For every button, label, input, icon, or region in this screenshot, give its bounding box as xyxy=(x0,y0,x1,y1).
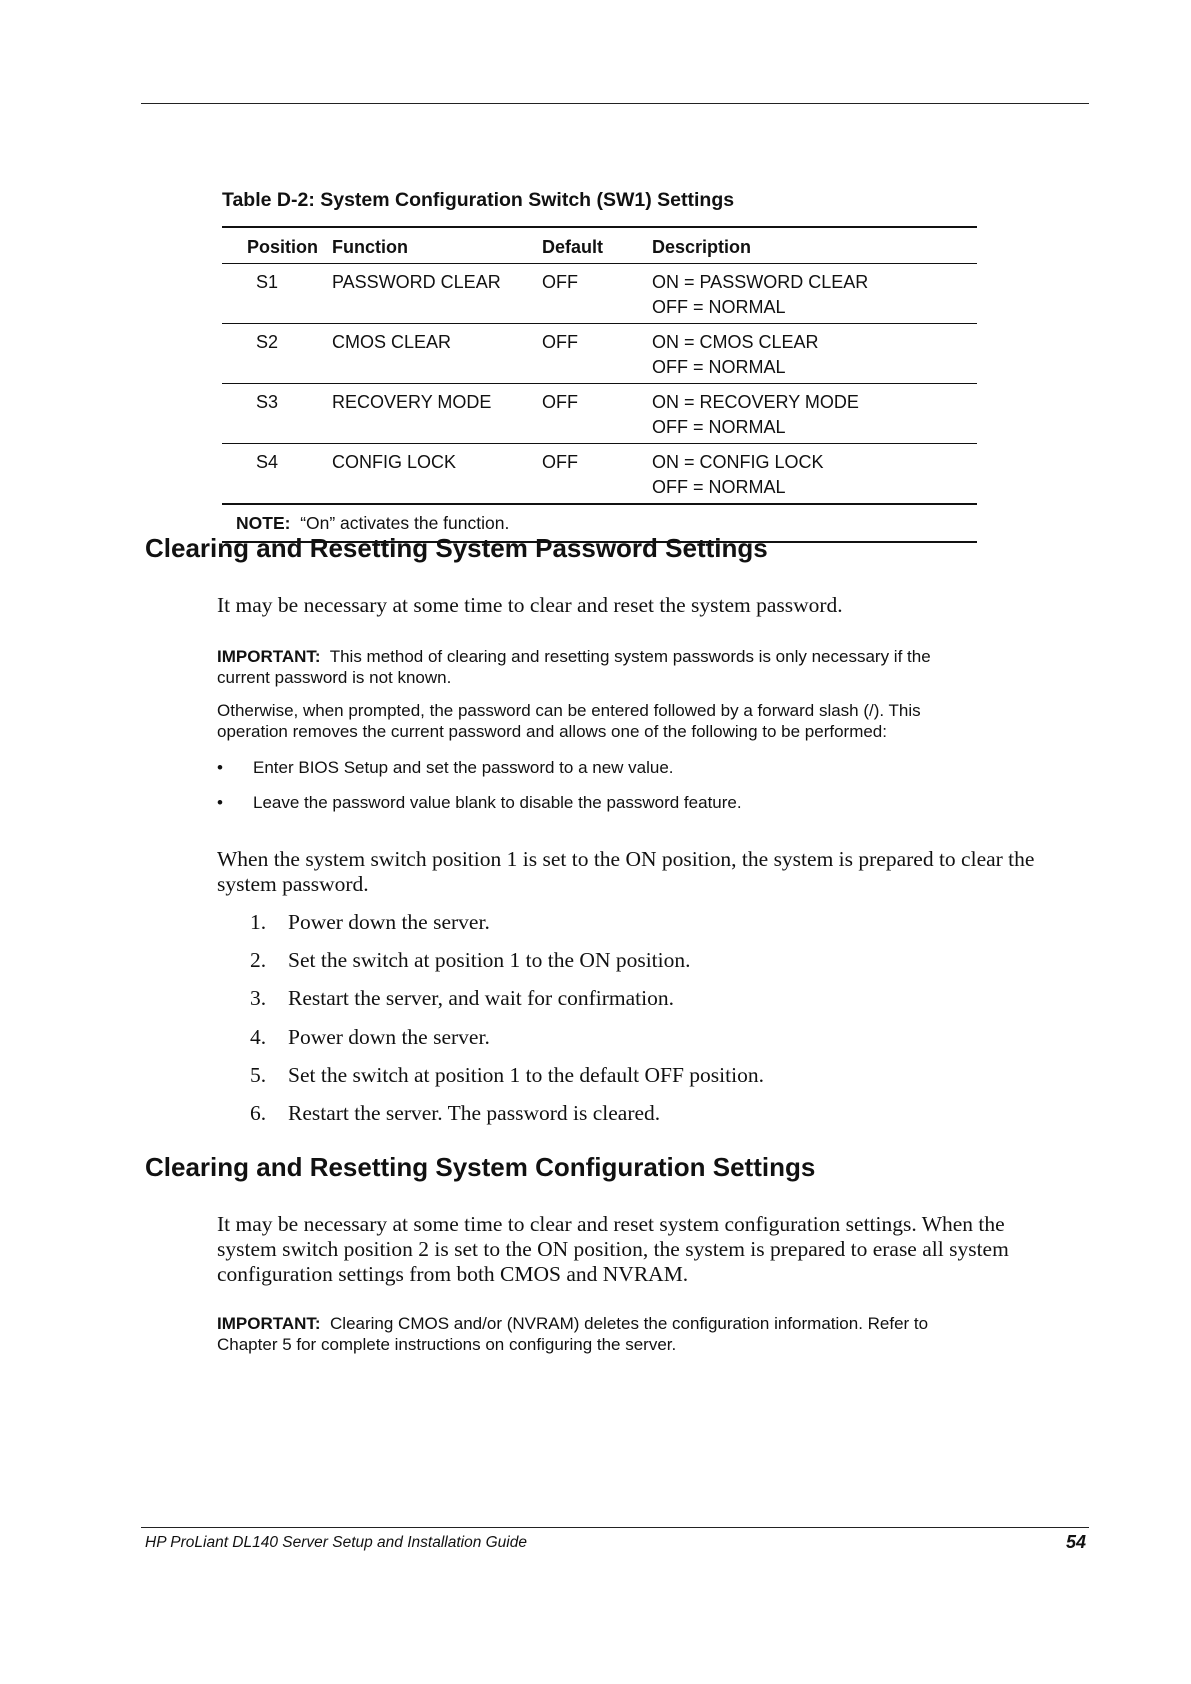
step-text: Power down the server. xyxy=(288,910,490,934)
cell-default: OFF xyxy=(542,272,578,292)
switch-paragraph: When the system switch position 1 is set to the ON position, the system is prepared to clear the system password. xyxy=(217,847,1035,896)
step-text: Restart the server, and wait for confirmation. xyxy=(288,986,675,1011)
step-number: 2. xyxy=(250,948,267,973)
cell-function: RECOVERY MODE xyxy=(332,392,492,412)
cell-position: S1 xyxy=(255,272,279,292)
step-item xyxy=(250,1063,764,1101)
table-row xyxy=(222,324,977,384)
bullet-icon: • xyxy=(217,758,223,777)
step-text: Set the switch at position 1 to the ON position. xyxy=(288,948,691,973)
cell-function: CONFIG LOCK xyxy=(332,452,457,472)
cell-position: S3 xyxy=(255,392,279,412)
description-on: ON = RECOVERY MODE xyxy=(652,392,859,412)
note-text: “On” activates the function. xyxy=(300,513,510,533)
table-caption: Table D-2: System Configuration Switch (SW1) Settings xyxy=(222,189,735,211)
cell-position: S2 xyxy=(255,332,279,352)
switch-settings-table xyxy=(222,226,977,543)
list-item-text: Leave the password value blank to disable the password feature. xyxy=(253,793,742,812)
description-on: ON = PASSWORD CLEAR xyxy=(652,272,869,292)
table-row xyxy=(222,384,977,444)
header-function: Function xyxy=(332,237,408,257)
cell-position: S4 xyxy=(255,452,279,472)
step-item xyxy=(250,1101,764,1139)
step-number: 3. xyxy=(250,986,267,1011)
cell-default: OFF xyxy=(542,392,578,412)
cell-description xyxy=(652,384,977,444)
steps-list xyxy=(250,910,764,1139)
table-row xyxy=(222,264,977,324)
important-text: Clearing CMOS and/or (NVRAM) deletes the configuration information. Refer to Chapter 5 for complete instructions on configuring the server. xyxy=(217,1314,929,1354)
otherwise-paragraph: Otherwise, when prompted, the password can be entered followed by a forward slash (/). This operation removes the current password and allows one of the following to be performed: xyxy=(217,701,921,741)
header-description: Description xyxy=(652,237,752,257)
step-number: 1. xyxy=(250,910,267,934)
step-item xyxy=(250,1025,764,1063)
cell-default: OFF xyxy=(542,452,578,472)
configuration-intro: It may be necessary at some time to clear and reset system configuration settings. When the system switch position 2 is set to the ON position, the system is prepared to erase all system configuration settings from both CMOS and NVRAM. xyxy=(217,1212,1009,1286)
configuration-section-heading: Clearing and Resetting System Configuration Settings xyxy=(145,1152,816,1182)
step-item xyxy=(250,910,764,948)
step-text: Set the switch at position 1 to the default OFF position. xyxy=(288,1062,764,1087)
cell-function: CMOS CLEAR xyxy=(332,332,452,352)
password-section-heading: Clearing and Resetting System Password Settings xyxy=(145,533,768,563)
password-intro: It may be necessary at some time to clear and reset the system password. xyxy=(217,593,843,617)
cell-function: PASSWORD CLEAR xyxy=(332,272,501,292)
important-label: IMPORTANT: xyxy=(217,647,321,666)
page-number: 54 xyxy=(1065,1532,1086,1552)
configuration-important-note xyxy=(217,1313,977,1355)
important-text: This method of clearing and resetting system passwords is only necessary if the current password is not known. xyxy=(217,647,931,687)
bullet-icon: • xyxy=(217,793,223,812)
table-row xyxy=(222,444,977,505)
important-label: IMPORTANT: xyxy=(217,1314,321,1333)
description-off: OFF = NORMAL xyxy=(652,477,786,497)
description-on: ON = CONFIG LOCK xyxy=(652,452,824,472)
list-item-text: Enter BIOS Setup and set the password to a new value. xyxy=(253,758,674,777)
list-item xyxy=(217,792,742,827)
description-on: ON = CMOS CLEAR xyxy=(652,332,819,352)
step-item xyxy=(250,948,764,986)
cell-default: OFF xyxy=(542,332,578,352)
cell-description xyxy=(652,264,977,324)
cell-description xyxy=(652,324,977,384)
step-number: 6. xyxy=(250,1100,267,1125)
note-label: NOTE: xyxy=(236,513,291,533)
table-header-row xyxy=(222,227,977,264)
step-item xyxy=(250,986,764,1024)
header-default: Default xyxy=(542,237,604,257)
step-number: 5. xyxy=(250,1062,267,1087)
step-number: 4. xyxy=(250,1024,267,1049)
password-important-note xyxy=(217,646,977,688)
description-off: OFF = NORMAL xyxy=(652,417,786,437)
description-off: OFF = NORMAL xyxy=(652,297,786,317)
header-position: Position xyxy=(247,237,318,257)
header-rule xyxy=(141,103,1089,104)
cell-description xyxy=(652,444,977,505)
options-bullet-list xyxy=(217,757,742,827)
footer-title: HP ProLiant DL140 Server Setup and Installation Guide xyxy=(145,1534,527,1551)
description-off: OFF = NORMAL xyxy=(652,357,786,377)
footer-rule xyxy=(141,1527,1089,1528)
step-text: Power down the server. xyxy=(288,1024,490,1049)
step-text: Restart the server. The password is cleared. xyxy=(288,1100,661,1125)
list-item xyxy=(217,757,742,792)
